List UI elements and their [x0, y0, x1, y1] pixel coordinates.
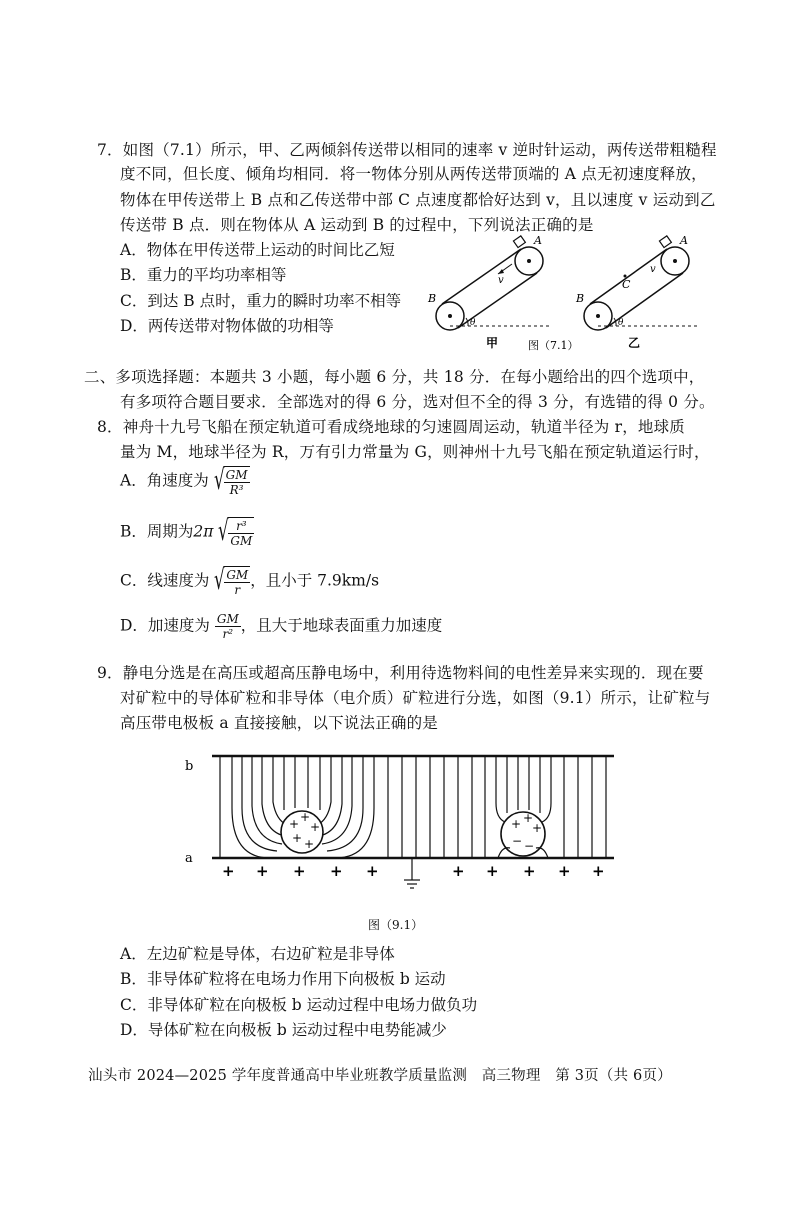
ground-icon	[404, 858, 420, 888]
q8-option-c-prefix: C．线速度为	[120, 571, 210, 590]
right-particle	[498, 811, 548, 858]
svg-text:−: −	[524, 839, 535, 853]
q8-stem-line-2: 量为 M，地球半径为 R，万有引力常量为 G，则神州十九号飞船在预定轨道运行时，	[120, 443, 710, 461]
fraction-numerator: GM	[226, 568, 249, 582]
q8-option-b-prefix: B．周期为	[120, 522, 194, 541]
svg-text:+: +	[486, 862, 499, 880]
q9-option-a: A．左边矿粒是导体，右边矿粒是非导体	[120, 945, 395, 963]
label-b-yi: B	[576, 292, 585, 305]
q8-option-d	[120, 612, 442, 641]
q9-option-b: B．非导体矿粒将在电场力作用下向极板 b 运动	[120, 970, 446, 988]
label-a-jia: A	[534, 234, 542, 247]
svg-text:+: +	[592, 862, 605, 880]
label-jia: 甲	[486, 336, 499, 350]
field-lines	[220, 756, 606, 858]
q8-option-c	[120, 563, 380, 597]
q7-stem-line-2: 度不同，但长度、倾角均相同．将一物体分别从两传送带顶端的 A 点无初速度释放，	[120, 165, 707, 183]
plate-a-charges	[222, 862, 605, 880]
q7-stem-line-1: 7．如图（7.1）所示，甲、乙两倾斜传送带以相同的速率 v 逆时针运动，两传送带粗糙程	[97, 141, 717, 159]
fraction-denominator: GM	[230, 534, 253, 548]
svg-text:+: +	[330, 862, 343, 880]
svg-text:+: +	[523, 811, 534, 825]
q9-option-c: C．非导体矿粒在向极板 b 运动过程中电场力做负功	[120, 996, 478, 1014]
svg-text:+: +	[292, 831, 303, 845]
conveyor-jia	[427, 234, 550, 330]
q7-option-a: A．物体在甲传送带上运动的时间比乙短	[120, 241, 395, 259]
section-2-header-text: 二、多项选择题：本题共 3 小题，每小题 6 分，共 18 分．在每小题给出的四个选项中，	[84, 368, 705, 386]
label-c-yi: C	[622, 278, 631, 291]
q7-option-b: B．重力的平均功率相等	[120, 266, 287, 284]
label-theta-yi: θ	[618, 318, 624, 328]
q9-stem-line-3: 高压带电极板 a 直接接触，以下说法正确的是	[120, 714, 438, 732]
label-a-yi: A	[680, 234, 688, 247]
q8-option-d-suffix: ，且大于地球表面重力加速度	[240, 616, 443, 635]
fraction-numerator: GM	[216, 612, 239, 626]
q8-option-b-coefficient: 2π	[193, 522, 214, 541]
section-2-header-line-1	[84, 367, 705, 387]
q7-option-d: D．两传送带对物体做的功相等	[120, 317, 334, 335]
fraction-denominator: r²	[222, 627, 234, 641]
label-yi: 乙	[628, 336, 641, 350]
svg-text:+: +	[300, 810, 311, 824]
figure-7-1-caption: 图（7.1）	[528, 339, 579, 352]
q8-option-d-prefix: D．加速度为	[120, 616, 210, 635]
svg-text:+: +	[558, 862, 571, 880]
fraction-denominator: r	[234, 583, 241, 597]
q8-option-a	[120, 463, 250, 497]
label-v-jia: v	[498, 275, 504, 286]
svg-text:+: +	[222, 862, 235, 880]
plate-a-label: a	[185, 851, 193, 866]
svg-text:+: +	[304, 837, 315, 851]
figure-7-1-conveyor-belts	[420, 230, 710, 360]
figure-9-1-electrostatic-separation	[180, 748, 630, 898]
svg-text:+: +	[523, 862, 536, 880]
q7-option-c: C．到达 B 点时，重力的瞬时功率不相等	[120, 292, 402, 310]
q9-stem-line-1: 9．静电分选是在高压或超高压静电场中，利用待选物料间的电性差异来实现的．现在要	[97, 664, 704, 682]
q8-option-c-suffix: ，且小于 7.9km/s	[250, 571, 380, 590]
q8-stem-line-1: 8．神舟十九号飞船在预定轨道可看成绕地球的匀速圆周运动，轨道半径为 r，地球质	[97, 418, 686, 436]
q7-stem-line-4: 传送带 B 点．则在物体从 A 运动到 B 的过程中，下列说法正确的是	[120, 216, 594, 234]
label-v-yi: v	[650, 264, 656, 275]
svg-text:+: +	[452, 862, 465, 880]
svg-text:+: +	[511, 817, 522, 831]
fraction-numerator: r³	[228, 519, 254, 534]
fraction-numerator: GM	[225, 468, 248, 482]
svg-text:+: +	[310, 820, 321, 834]
q9-option-d: D．导体矿粒在向极板 b 运动过程中电势能减少	[120, 1021, 447, 1039]
svg-text:+: +	[293, 862, 306, 880]
q7-stem-line-3: 物体在甲传送带上 B 点和乙传送带中部 C 点速度都恰好达到 v，且以速度 v 运动到乙	[120, 191, 716, 209]
svg-text:+: +	[256, 862, 269, 880]
q8-option-a-prefix: A．角速度为	[120, 471, 209, 490]
page-footer: 汕头市 2024—2025 学年度普通高中毕业班教学质量监测 高三物理 第 3页（共 6页）	[88, 1068, 672, 1084]
svg-text:+: +	[366, 862, 379, 880]
left-particle	[281, 810, 323, 853]
q8-option-b	[120, 514, 254, 548]
section-2-header-line-2: 有多项符合题目要求．全部选对的得 6 分，选对但不全的得 3 分，有选错的得 0 分。	[120, 393, 715, 411]
conveyor-yi	[575, 234, 698, 330]
q9-stem-line-2: 对矿粒中的导体矿粒和非导体（电介质）矿粒进行分选，如图（9.1）所示，让矿粒与	[120, 689, 711, 707]
svg-text:+: +	[532, 821, 543, 835]
plate-b-label: b	[185, 759, 194, 774]
fraction-expression	[215, 612, 241, 641]
label-b-jia: B	[428, 292, 437, 305]
svg-text:+: +	[289, 817, 300, 831]
sqrt-expression: √ $\frac{GM}{\text{R³}}$	[213, 463, 248, 497]
sqrt-expression: √ $\frac{\text{r³}}{GM}$	[218, 514, 253, 548]
svg-text:−: −	[512, 834, 523, 848]
figure-9-1-caption: 图（9.1）	[368, 918, 424, 932]
sqrt-expression: √ $\frac{GM}{r}$	[214, 563, 249, 597]
label-theta-jia: θ	[470, 318, 476, 328]
fraction-denominator: R³	[229, 483, 244, 497]
